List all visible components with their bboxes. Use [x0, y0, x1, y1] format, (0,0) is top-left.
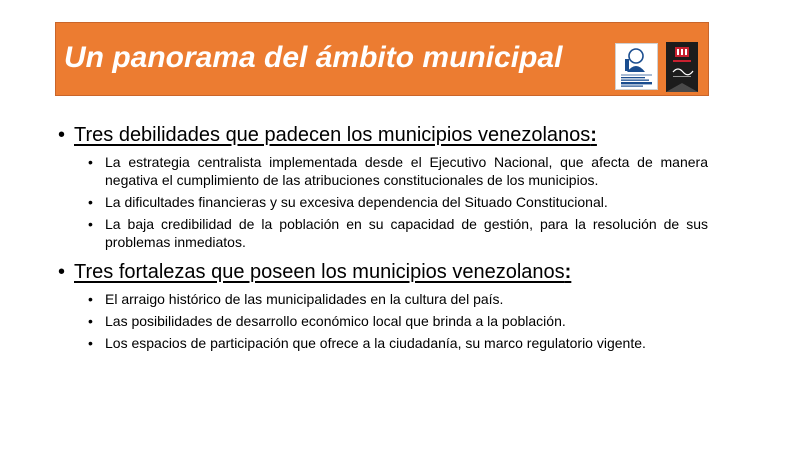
- section-heading-weaknesses: [58, 123, 597, 147]
- list-item-text: La dificultades financieras y su excesiva dependencia del Situado Constitucional.: [105, 194, 608, 210]
- list-item: [88, 153, 708, 189]
- bullet: •: [58, 261, 66, 283]
- heading-colon: :: [590, 124, 597, 146]
- list-item: [88, 193, 708, 211]
- section-heading-text: Tres fortalezas que poseen los municipios venezolanos: [74, 261, 565, 283]
- bullet: •: [88, 194, 93, 210]
- list-item-text: Los espacios de participación que ofrece a la ciudadanía, su marco regulatorio vigente.: [105, 335, 646, 351]
- list-item: [88, 215, 708, 251]
- heading-colon: :: [564, 261, 572, 283]
- section-heading-strengths: [58, 260, 571, 284]
- list-item-text: Las posibilidades de desarrollo económico local que brinda a la población.: [105, 313, 566, 329]
- list-item-text: El arraigo histórico de las municipalidades en la cultura del país.: [105, 291, 504, 307]
- bullet: •: [88, 216, 93, 232]
- section-heading-text: Tres debilidades que padecen los municipios venezolanos: [74, 124, 591, 146]
- slide-title: Un panorama del ámbito municipal: [64, 41, 563, 74]
- list-item: [88, 312, 708, 330]
- list-item-text: La estrategia centralista implementada desde el Ejecutivo Nacional, que afecta de manera negativa el cumplimiento de las atribuciones constitucionales de los municipios.: [105, 154, 708, 188]
- bullet: •: [58, 124, 66, 146]
- bullet: •: [88, 335, 93, 351]
- bullet: •: [88, 313, 93, 329]
- bullet: •: [88, 154, 93, 170]
- list-item-text: La baja credibilidad de la población en su capacidad de gestión, para la resolución de sus problemas inmediatos.: [105, 216, 708, 250]
- list-item: [88, 334, 708, 352]
- bullet: •: [88, 291, 93, 307]
- list-item: [88, 290, 708, 308]
